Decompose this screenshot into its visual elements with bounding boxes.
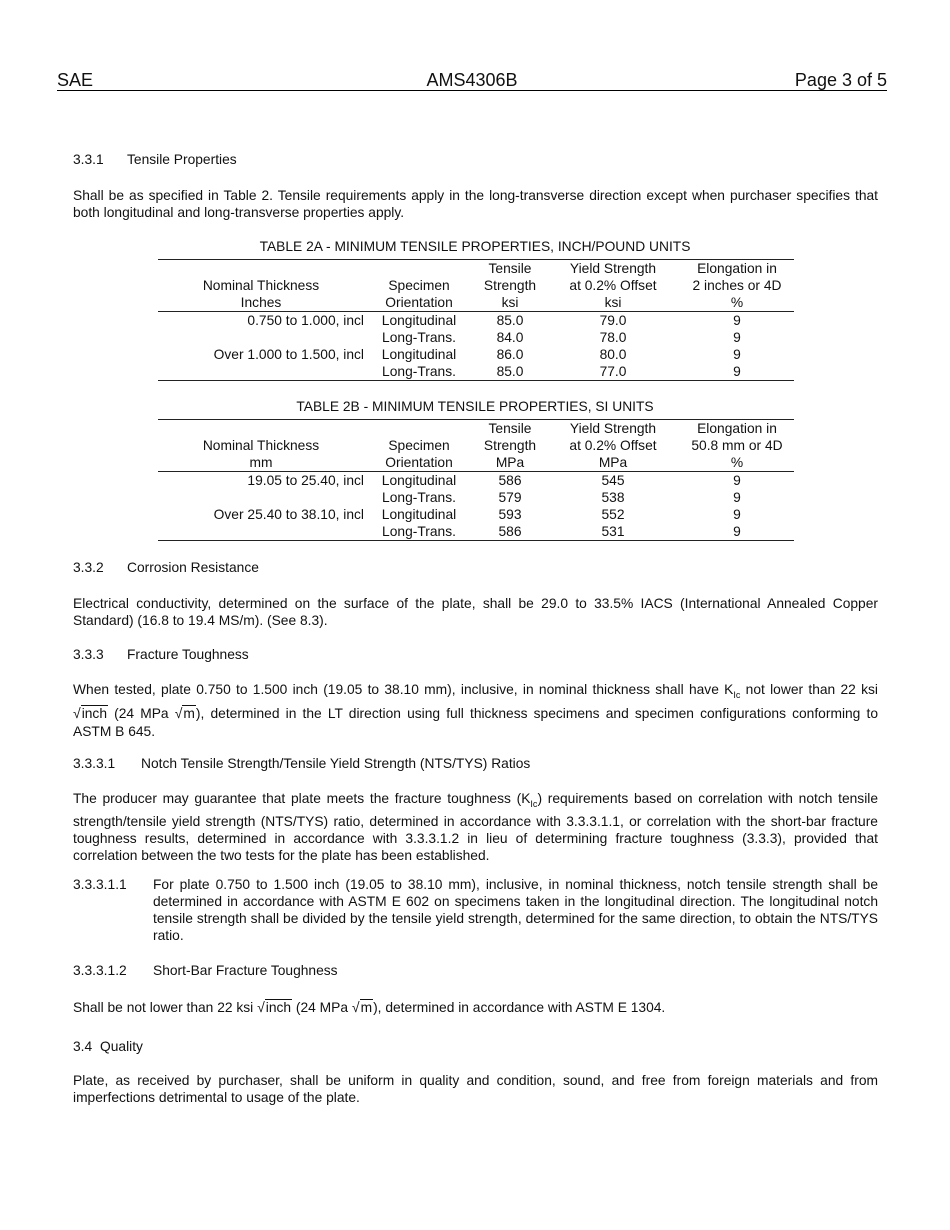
header-cell: Yield Strength	[546, 420, 680, 438]
square-root-icon: √	[351, 999, 360, 1015]
square-root-icon: √	[174, 704, 183, 721]
cell-orientation: Longitudinal	[381, 347, 457, 362]
header-cell: Strength	[483, 438, 537, 453]
table-header-row	[158, 437, 794, 454]
header-cell: Nominal Thickness	[202, 278, 320, 293]
header-cell	[364, 420, 474, 438]
header-cell: Yield Strength	[546, 260, 680, 278]
paragraph-text: Shall be as specified in Table 2. Tensile requirements apply in the long-transverse direction except when purchaser specifies that both longitudinal and long-transverse properties apply.	[73, 188, 878, 220]
header-cell: Specimen	[388, 278, 450, 293]
header-cell: Specimen	[388, 438, 450, 453]
table-row	[158, 489, 794, 506]
table-header-row	[158, 294, 794, 312]
section-heading-3-3-3-1-2	[73, 962, 338, 979]
header-cell: at 0.2% Offset	[569, 438, 657, 453]
section-number: 3.3.3.1	[73, 756, 116, 771]
cell-elongation: 9	[733, 507, 741, 522]
section-title: Short-Bar Fracture Toughness	[153, 963, 338, 978]
table-2b-title: TABLE 2B - MINIMUM TENSILE PROPERTIES, SI UNITS	[296, 399, 654, 414]
cell-orientation: Longitudinal	[381, 507, 457, 522]
section-number: 3.3.3.1.2	[73, 963, 127, 978]
header-cell: Orientation	[364, 454, 474, 472]
table-row	[158, 506, 794, 523]
paragraph-short-bar: Shall be not lower than 22 ksi √inch (24 MPa √m), determined in accordance with ASTM E 1304.	[73, 999, 666, 1015]
header-cell: %	[680, 454, 794, 472]
section-title: Fracture Toughness	[127, 647, 249, 662]
section-number: 3.3.3	[73, 647, 104, 662]
header-cell: %	[680, 294, 794, 312]
cell-tensile: 85.0	[474, 363, 546, 381]
cell-thickness: 0.750 to 1.000, incl	[247, 313, 364, 328]
cell-yield: 552	[601, 507, 625, 522]
cell-yield: 77.0	[546, 363, 680, 381]
cell-elongation: 9	[733, 490, 741, 505]
header-cell	[364, 260, 474, 278]
header-cell: 2 inches or 4D	[692, 278, 782, 293]
cell-tensile: 586	[474, 523, 546, 541]
header-cell: Elongation in	[680, 420, 794, 438]
header-page-number: Page 3 of 5	[794, 70, 887, 90]
cell-elongation: 9	[680, 523, 794, 541]
cell-orientation: Longitudinal	[381, 313, 457, 328]
header-cell: ksi	[474, 294, 546, 312]
section-heading-3-3-3-1	[73, 755, 530, 772]
header-cell: ksi	[546, 294, 680, 312]
section-title: Notch Tensile Strength/Tensile Yield Strength (NTS/TYS) Ratios	[141, 756, 531, 771]
cell-yield: 80.0	[599, 347, 627, 362]
paragraph-corrosion-resistance	[73, 595, 878, 629]
section-number: 3.3.3.1.1	[73, 877, 127, 892]
header-cell: Strength	[483, 278, 537, 293]
section-heading-3-3-2	[73, 559, 259, 576]
section-title: Quality	[100, 1039, 143, 1054]
cell-orientation: Longitudinal	[381, 473, 457, 488]
section-number: 3.3.1	[73, 152, 104, 167]
section-title: Corrosion Resistance	[127, 560, 259, 575]
paragraph-text: Plate, as received by purchaser, shall be uniform in quality and condition, sound, and free from foreign materials and from imperfections detrimental to usage of the plate.	[73, 1073, 878, 1105]
table-row	[158, 363, 794, 381]
table-header-row	[158, 420, 794, 438]
cell-yield: 78.0	[599, 330, 627, 345]
header-cell: Inches	[158, 294, 364, 312]
cell-orientation: Long-Trans.	[364, 523, 474, 541]
header-cell: MPa	[546, 454, 680, 472]
paragraph-nts-tys-ratios: The producer may guarantee that plate meets the fracture toughness $(K_{Ic})$ requirements based on correlation with notch tensile strength/tensile yield strength (NTS/TYS) ratio, determined in accordance with 3.3.3.1.1, or correlation with the short-bar fracture toughness results, determined in accordance with 3.3.3.1.2 in lieu of determining fracture toughness (3.3.3), provided that correlation between the two tests for the plate has been established.	[73, 791, 879, 863]
cell-yield: 531	[546, 523, 680, 541]
header-cell: Nominal Thickness	[202, 438, 320, 453]
cell-elongation: 9	[733, 313, 741, 328]
cell-thickness	[158, 523, 364, 541]
subsection-3-3-3-1-1	[73, 876, 878, 944]
header-cell: Elongation in	[680, 260, 794, 278]
section-title: Tensile Properties	[127, 152, 237, 167]
cell-tensile: 586	[498, 473, 522, 488]
cell-thickness	[158, 489, 364, 506]
section-number: 3.3.2	[73, 560, 104, 575]
header-cell: Orientation	[364, 294, 474, 312]
table-header-row	[158, 277, 794, 294]
cell-thickness: Over 1.000 to 1.500, incl	[213, 347, 364, 362]
cell-elongation: 9	[733, 473, 741, 488]
cell-thickness	[158, 363, 364, 381]
paragraph-text: Electrical conductivity, determined on the surface of the plate, shall be 29.0 to 33.5% IACS (International Annealed Copper Standard) (16.8 to 19.4 MS/m). (See 8.3).	[73, 596, 878, 628]
table-2a	[158, 259, 794, 381]
header-cell: Tensile	[474, 420, 546, 438]
cell-elongation: 9	[680, 363, 794, 381]
table-row	[158, 312, 794, 330]
section-number: 3.4	[73, 1039, 93, 1054]
cell-tensile: 86.0	[496, 347, 524, 362]
header-org: SAE	[57, 70, 94, 90]
header-cell: 50.8 mm or 4D	[691, 438, 783, 453]
square-root-icon: √	[257, 999, 265, 1015]
section-heading-3-3-1	[73, 151, 237, 168]
cell-elongation: 9	[733, 330, 741, 345]
cell-thickness	[158, 329, 364, 346]
cell-yield: 79.0	[599, 313, 627, 328]
table-header-row	[158, 260, 794, 278]
cell-orientation: Long-Trans.	[382, 490, 456, 505]
cell-yield: 545	[601, 473, 625, 488]
table-2a-title: TABLE 2A - MINIMUM TENSILE PROPERTIES, INCH/POUND UNITS	[259, 239, 691, 254]
table-2b	[158, 419, 794, 541]
header-cell: at 0.2% Offset	[569, 278, 657, 293]
table-row	[158, 329, 794, 346]
cell-thickness: 19.05 to 25.40, incl	[247, 473, 364, 488]
cell-tensile: 84.0	[496, 330, 524, 345]
section-heading-3-3-3	[73, 646, 249, 663]
cell-orientation: Long-Trans.	[364, 363, 474, 381]
paragraph-tensile-properties	[73, 187, 878, 221]
section-heading-3-4	[73, 1038, 143, 1055]
cell-tensile: 593	[498, 507, 522, 522]
header-cell	[158, 260, 364, 278]
header-cell: Tensile	[474, 260, 546, 278]
cell-orientation: Long-Trans.	[382, 330, 456, 345]
table-header-row	[158, 454, 794, 472]
header-cell	[158, 420, 364, 438]
header-cell: mm	[158, 454, 364, 472]
table-row	[158, 346, 794, 363]
cell-elongation: 9	[733, 347, 741, 362]
cell-tensile: 85.0	[496, 313, 524, 328]
page-header	[57, 70, 887, 91]
cell-yield: 538	[601, 490, 625, 505]
square-root-icon: √	[73, 704, 81, 721]
cell-tensile: 579	[498, 490, 522, 505]
paragraph-quality	[73, 1072, 878, 1106]
cell-thickness: Over 25.40 to 38.10, incl	[213, 507, 364, 522]
table-row	[158, 523, 794, 541]
table-row	[158, 472, 794, 490]
header-doc-id: AMS4306B	[426, 70, 518, 90]
paragraph-text: For plate 0.750 to 1.500 inch (19.05 to 38.10 mm), inclusive, in nominal thickness, notch tensile strength shall be determined in accordance with ASTM E 602 on specimens taken in the longitudinal direction. The longitudinal notch tensile strength shall be divided by the tensile yield strength, determined for the same direction, to obtain the NTS/TYS ratio.	[153, 877, 878, 943]
paragraph-fracture-toughness: When tested, plate 0.750 to 1.500 inch (19.05 to 38.10 mm), inclusive, in nominal thickness shall have $K_{Ic}$ not lower than 22 ksi √inch (24 MPa √m), determined in the LT direction using full thickness specimens and specimen configurations conforming to ASTM B 645.	[73, 682, 878, 739]
header-cell: MPa	[474, 454, 546, 472]
